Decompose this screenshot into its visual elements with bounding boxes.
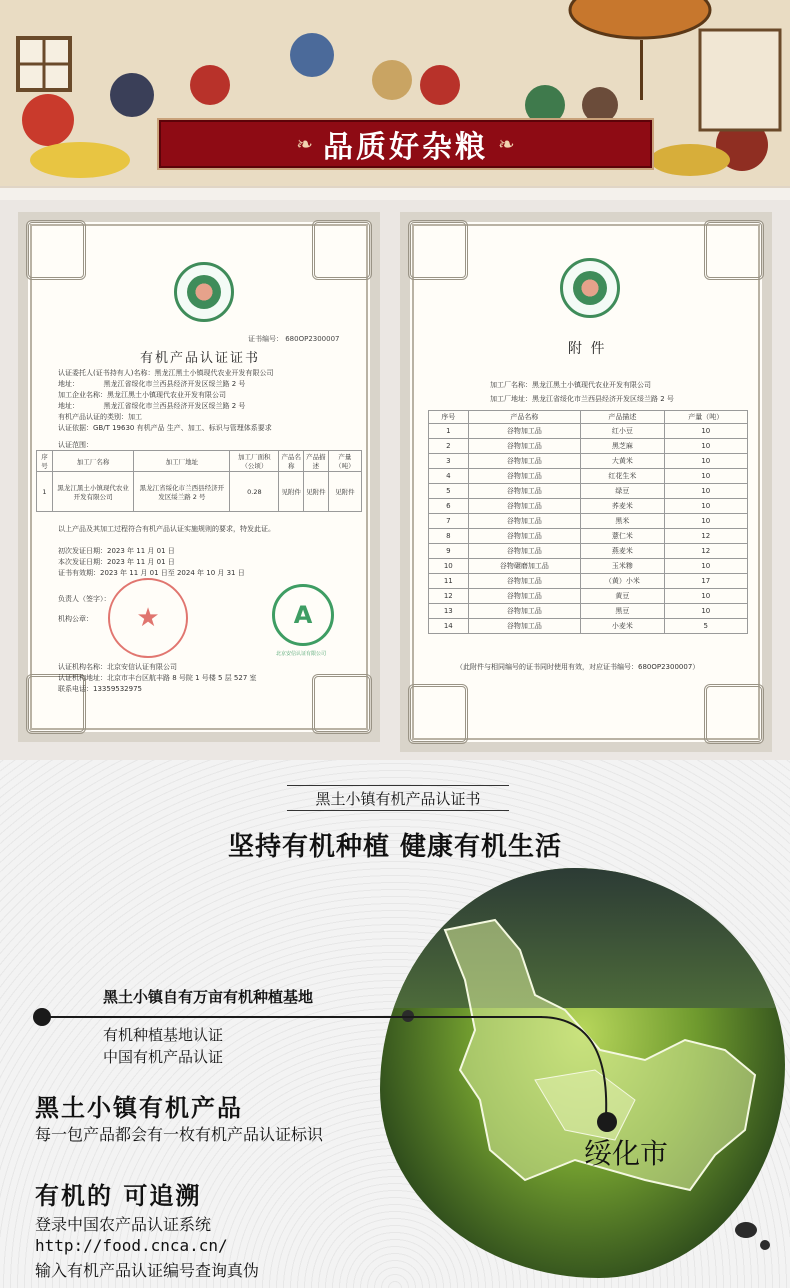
banner-title: 品质好杂粮 [323, 130, 488, 165]
table-cell: 10 [664, 484, 747, 499]
product-title: 黑土小镇有机产品 [35, 1094, 243, 1122]
table-cell: 见附件 [304, 472, 329, 512]
signer-label: 负责人（签字）： [58, 595, 111, 603]
base-title: 黑土小镇自有万亩有机种植基地 [103, 988, 314, 1006]
org-info: 联系电话：13359532975 [58, 685, 142, 693]
product-description: 每一包产品都会有一枚有机产品认证标识 [35, 1125, 324, 1144]
table-row [429, 559, 748, 574]
corner-ornament [312, 220, 372, 280]
logo-caption: 北京安信认证有限公司 [276, 651, 327, 657]
table-cell: 谷物加工品 [468, 604, 581, 619]
table-cell: 黑芝麻 [581, 439, 664, 454]
table-row [429, 604, 748, 619]
section-headline: 坚持有机种植 健康有机生活 [227, 832, 563, 862]
cert-date: 证书有效期：2023 年 11 月 01 日至 2024 年 10 月 31 日 [58, 569, 245, 577]
appendix-title: 附 件 [568, 341, 607, 357]
table-cell: 黄豆 [581, 589, 664, 604]
table-row [429, 439, 748, 454]
table-cell: 8 [429, 529, 469, 544]
traceable-title: 有机的 可追溯 [35, 1182, 202, 1210]
table-header-row [429, 411, 748, 424]
table-row [37, 472, 362, 512]
table-header: 加工厂名称 [52, 451, 134, 472]
table-cell: 红小豆 [581, 424, 664, 439]
table-row [429, 484, 748, 499]
table-cell: 黑龙江黑土小镇现代农业开发有限公司 [52, 472, 134, 512]
table-row [429, 589, 748, 604]
callout-line [42, 1016, 542, 1018]
corner-ornament [704, 684, 764, 744]
ink-splash [760, 1240, 770, 1250]
table-row [429, 469, 748, 484]
org-info: 认证机构地址：北京市丰台区航丰路 8 号院 1 号楼 5 层 527 室 [58, 674, 257, 682]
table-cell: 12 [664, 529, 747, 544]
scope-label: 认证范围： [58, 441, 93, 449]
table-cell: 2 [429, 439, 469, 454]
table-cell: 谷物加工品 [468, 454, 581, 469]
table-cell: 谷物加工品 [468, 469, 581, 484]
table-cell: 红花生米 [581, 469, 664, 484]
ink-splash [735, 1222, 757, 1238]
table-cell: 燕麦米 [581, 544, 664, 559]
red-seal-stamp: ★ [108, 578, 188, 658]
corner-ornament [408, 684, 468, 744]
table-cell: 4 [429, 469, 469, 484]
china-organic-logo-icon [560, 258, 620, 318]
cert-field: 地址： 黑龙江省绥化市兰西县经济开发区绥兰路 2 号 [58, 402, 246, 410]
table-header: 序号 [429, 411, 469, 424]
scope-table [36, 450, 362, 512]
table-cell: 黑米 [581, 514, 664, 529]
table-cell: 大黄米 [581, 454, 664, 469]
trace-instruction: 登录中国农产品认证系统 [35, 1215, 212, 1234]
trace-instruction: 输入有机产品认证编号查询真伪 [35, 1261, 260, 1280]
table-cell: 谷物加工品 [468, 484, 581, 499]
table-cell: 10 [664, 589, 747, 604]
swirl-ornament-icon: ❧ [296, 132, 313, 156]
table-row [429, 574, 748, 589]
table-cell: 17 [664, 574, 747, 589]
village-illustration [0, 0, 790, 200]
table-cell: 1 [37, 472, 53, 512]
china-organic-logo-icon [174, 262, 234, 322]
table-cell: 小麦米 [581, 619, 664, 634]
table-cell: 10 [664, 604, 747, 619]
table-cell: 黑豆 [581, 604, 664, 619]
table-cell: 14 [429, 619, 469, 634]
certification-item: 有机种植基地认证 [103, 1026, 224, 1044]
table-cell: 黑龙江省绥化市兰西县经济开发区绥兰路 2 号 [134, 472, 230, 512]
table-row [429, 424, 748, 439]
table-row [429, 454, 748, 469]
table-cell: 玉米糁 [581, 559, 664, 574]
table-cell: 荞麦米 [581, 499, 664, 514]
corner-ornament [312, 674, 372, 734]
table-cell: 12 [429, 589, 469, 604]
callout-curve [540, 1016, 620, 1126]
certificate-appendix [400, 212, 772, 752]
table-row [429, 529, 748, 544]
factory-address: 加工厂地址：黑龙江省绥化市兰西县经济开发区绥兰路 2 号 [490, 395, 674, 403]
table-cell: 10 [664, 439, 747, 454]
table-cell: 谷物加工品 [468, 439, 581, 454]
cert-field: 有机产品认证的类别：加工 [58, 413, 142, 421]
table-row [429, 514, 748, 529]
cert-date: 本次发证日期：2023 年 11 月 01 日 [58, 558, 175, 566]
table-cell: 谷物加工品 [468, 514, 581, 529]
table-cell: 5 [429, 484, 469, 499]
certificate-number: 证书编号： 680OP2300007 [248, 335, 340, 343]
cert-note: 以上产品及其加工过程符合有机产品认证实施规则的要求，特发此证。 [58, 525, 275, 533]
org-info: 认证机构名称：北京安信认证有限公司 [58, 663, 177, 671]
table-cell: 10 [664, 424, 747, 439]
appendix-footer: （此附件与相同编号的证书同时使用有效，对应证书编号：680OP2300007） [456, 663, 700, 671]
table-cell: 10 [664, 454, 747, 469]
table-cell: 谷物加工品 [468, 619, 581, 634]
factory-name: 加工厂名称：黑龙江黑土小镇现代农业开发有限公司 [490, 381, 651, 389]
cloud-divider [0, 186, 790, 200]
trace-url: http://food.cnca.cn/ [35, 1236, 228, 1255]
corner-ornament [704, 220, 764, 280]
table-cell: 谷物加工品 [468, 499, 581, 514]
table-header: 序号 [37, 451, 53, 472]
table-row [429, 499, 748, 514]
corner-ornament [26, 674, 86, 734]
city-label: 绥化市 [584, 1137, 669, 1170]
section-subtitle: 黑土小镇有机产品认证书 [287, 785, 509, 811]
table-cell: 谷物加工品 [468, 574, 581, 589]
table-cell: 13 [429, 604, 469, 619]
table-cell: 绿豆 [581, 484, 664, 499]
table-cell: 5 [664, 619, 747, 634]
table-cell: （黄）小米 [581, 574, 664, 589]
table-row [429, 544, 748, 559]
table-cell: 谷物碾磨加工品 [468, 559, 581, 574]
cert-date: 初次发证日期：2023 年 11 月 01 日 [58, 547, 175, 555]
table-header-row [37, 451, 362, 472]
table-cell: 6 [429, 499, 469, 514]
table-cell: 12 [664, 544, 747, 559]
table-header: 产量（吨） [328, 451, 361, 472]
cert-field: 认证依据：GB/T 19630 有机产品 生产、加工、标识与管理体系要求 [58, 424, 272, 432]
table-header: 产量（吨） [664, 411, 747, 424]
table-cell: 薏仁米 [581, 529, 664, 544]
table-cell: 见附件 [279, 472, 304, 512]
corner-ornament [26, 220, 86, 280]
swirl-ornament-icon: ❧ [498, 132, 515, 156]
certification-a-logo-icon: A [272, 584, 334, 646]
table-cell: 3 [429, 454, 469, 469]
table-cell: 10 [664, 514, 747, 529]
table-header: 加工厂面积（公顷） [230, 451, 279, 472]
table-header: 产品名称 [279, 451, 304, 472]
corner-ornament [408, 220, 468, 280]
cert-field: 认证委托人(证书持有人)名称：黑龙江黑土小镇现代农业开发有限公司 [58, 369, 274, 377]
table-cell: 谷物加工品 [468, 544, 581, 559]
table-cell: 0.28 [230, 472, 279, 512]
table-cell: 谷物加工品 [468, 424, 581, 439]
table-row [429, 619, 748, 634]
table-cell: 见附件 [328, 472, 361, 512]
table-cell: 1 [429, 424, 469, 439]
table-cell: 谷物加工品 [468, 529, 581, 544]
table-cell: 10 [664, 469, 747, 484]
cert-field: 加工企业名称：黑龙江黑土小镇现代农业开发有限公司 [58, 391, 226, 399]
cert-field: 地址： 黑龙江省绥化市兰西县经济开发区绥兰路 2 号 [58, 380, 246, 388]
certificate-title: 有机产品认证证书 [140, 351, 261, 366]
table-header: 产品名称 [468, 411, 581, 424]
table-cell: 10 [429, 559, 469, 574]
table-cell: 10 [664, 499, 747, 514]
table-header: 加工厂地址 [134, 451, 230, 472]
table-cell: 9 [429, 544, 469, 559]
table-cell: 谷物加工品 [468, 589, 581, 604]
product-table [428, 410, 748, 634]
banner-title-plate [157, 118, 654, 170]
table-cell: 10 [664, 559, 747, 574]
table-cell: 7 [429, 514, 469, 529]
top-banner [0, 0, 790, 200]
table-header: 产品描述 [304, 451, 329, 472]
callout-end-dot [597, 1112, 617, 1132]
organic-certificate [18, 212, 380, 742]
table-cell: 11 [429, 574, 469, 589]
certification-item: 中国有机产品认证 [103, 1048, 224, 1066]
table-header: 产品描述 [581, 411, 664, 424]
seal-label: 机构公章： [58, 615, 93, 623]
